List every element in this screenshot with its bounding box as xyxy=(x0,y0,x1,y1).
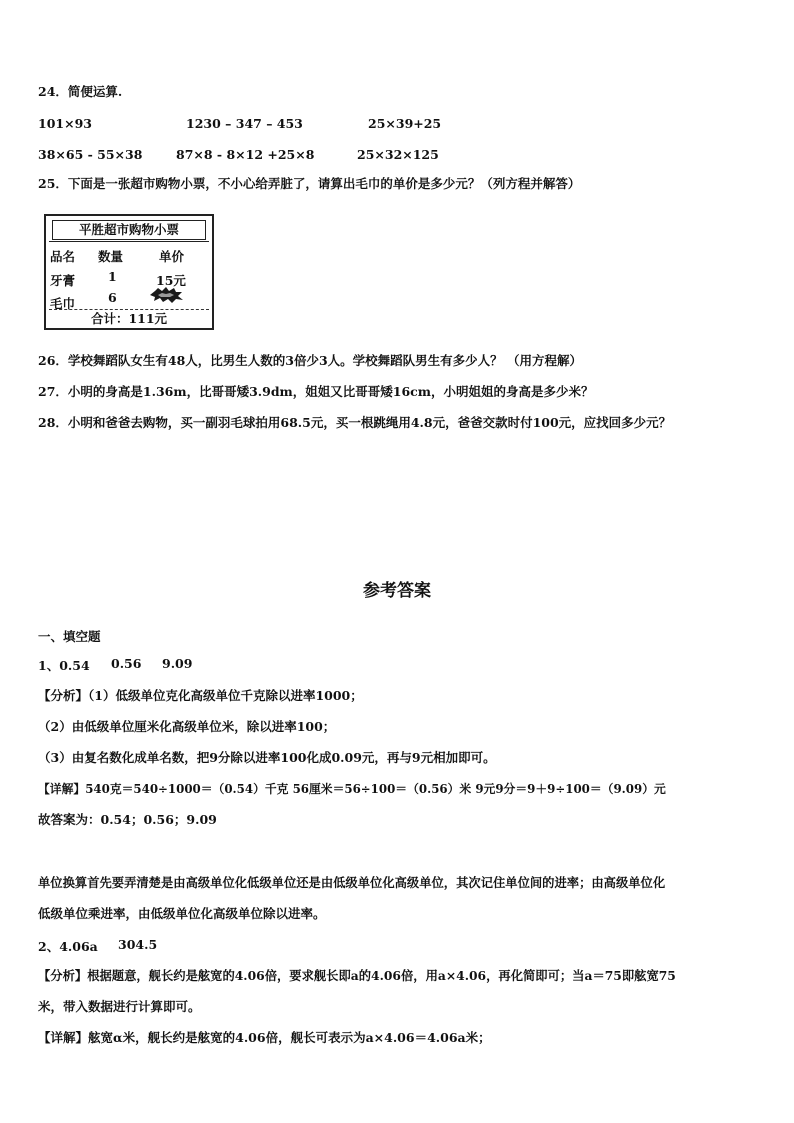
q24-expr-2: 1230 – 347 – 453 xyxy=(186,116,303,131)
answer2-value-1: 2、4.06a xyxy=(38,939,98,954)
q28-text: 28．小明和爸爸去购物，买一副羽毛球拍用68.5元，买一根跳绳用4.8元，爸爸交款时付100元，应找回多少元？ xyxy=(38,415,672,430)
receipt-row1-qty: 1 xyxy=(108,269,117,284)
receipt-row2-qty: 6 xyxy=(108,290,117,305)
section-title: 一、填空题 xyxy=(38,629,101,644)
answer1-detail: 【详解】540克＝540÷1000＝（0.54）千克 56厘米＝56÷100＝（0.56）米 9元9分＝9＋9÷100＝（9.09）元 xyxy=(38,782,666,796)
receipt-row1-name: 牙膏 xyxy=(50,273,76,288)
q24-title: 24．简便运算. xyxy=(38,84,123,99)
q24-expr-3: 25×39+25 xyxy=(368,116,442,131)
receipt-total: 合计：111元 xyxy=(49,309,209,328)
q26-text: 26．学校舞蹈队女生有48人，比男生人数的3倍少3人。学校舞蹈队男生有多少人？ （用方程解） xyxy=(38,353,583,368)
answer1-value-3: 9.09 xyxy=(162,656,193,671)
answer1-note-1: 单位换算首先要弄清楚是由高级单位化低级单位还是由低级单位化高级单位，其次记住单位间的进率；由高级单位化 xyxy=(38,875,666,890)
answer1-note-2: 低级单位乘进率，由低级单位化高级单位除以进率。 xyxy=(38,906,326,921)
receipt-image xyxy=(44,214,214,330)
ink-stain-icon xyxy=(148,287,184,303)
receipt-col-name: 品名 xyxy=(50,249,76,264)
answer1-value-1: 1、0.54 xyxy=(38,658,90,673)
q24-expr-5: 87×8 - 8×12 +25×8 xyxy=(176,147,315,162)
answers-heading: 参考答案 xyxy=(363,581,431,601)
answer1-analysis-2: （2）由低级单位厘米化高级单位米，除以进率100； xyxy=(38,719,336,734)
answer1-conclusion: 故答案为：0.54；0.56；9.09 xyxy=(38,812,217,827)
receipt-col-price: 单价 xyxy=(159,249,185,264)
receipt-col-qty: 数量 xyxy=(98,249,124,264)
answer1-analysis-1: 【分析】（1）低级单位克化高级单位千克除以进率1000； xyxy=(38,688,363,703)
answer1-analysis-3: （3）由复名数化成单名数，把9分除以进率100化成0.09元，再与9元相加即可。 xyxy=(38,750,496,765)
q24-expr-4: 38×65 - 55×38 xyxy=(38,147,143,162)
q24-expr-1: 101×93 xyxy=(38,116,92,131)
q24-expr-6: 25×32×125 xyxy=(357,147,439,162)
receipt-row1-price: 15元 xyxy=(156,273,186,288)
receipt-row2-name: 毛巾 xyxy=(50,296,76,311)
receipt-title: 平胜超市购物小票 xyxy=(52,220,206,240)
answer2-detail: 【详解】舷宽α米，舰长约是舷宽的4.06倍，舰长可表示为a×4.06＝4.06a米； xyxy=(38,1030,491,1045)
answer1-value-2: 0.56 xyxy=(111,656,142,671)
answer2-analysis-2: 米，带入数据进行计算即可。 xyxy=(38,999,201,1014)
receipt-divider xyxy=(49,241,209,242)
answer2-value-2: 304.5 xyxy=(118,937,158,952)
answer2-analysis-1: 【分析】根据题意，舰长约是舷宽的4.06倍，要求舰长即a的4.06倍，用a×4.06，再化简即可；当a＝75即舷宽75 xyxy=(38,968,676,983)
q25-text: 25．下面是一张超市购物小票，不小心给弄脏了，请算出毛巾的单价是多少元？（列方程并解答） xyxy=(38,176,581,191)
q27-text: 27．小明的身高是1.36m，比哥哥矮3.9dm，姐姐又比哥哥矮16cm，小明姐姐的身高是多少米？ xyxy=(38,384,594,399)
